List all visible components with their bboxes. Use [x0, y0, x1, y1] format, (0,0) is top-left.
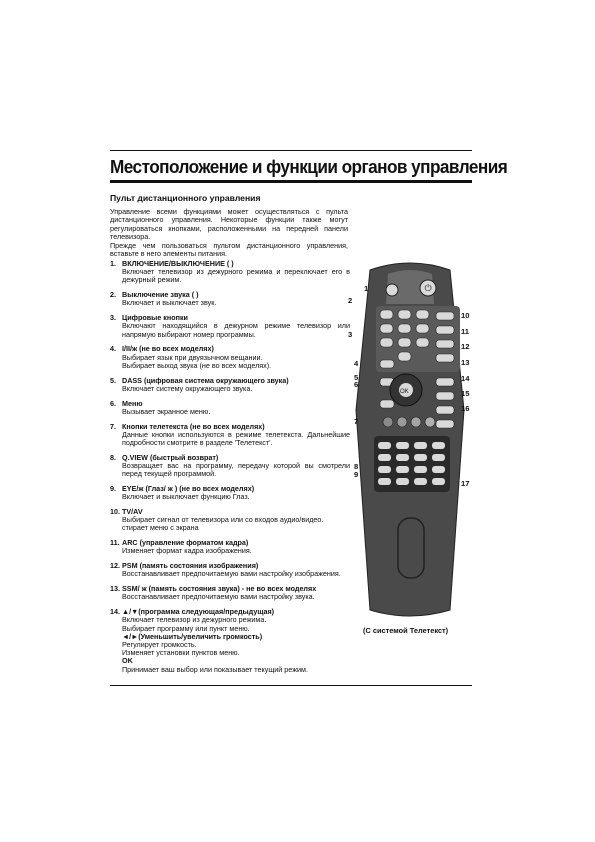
- item-line: Восстанавливает предпочитаемую вами настройку звука.: [122, 592, 315, 602]
- teletext-button: [378, 466, 391, 473]
- function-item: [110, 539, 350, 555]
- item-number: 11.: [110, 538, 120, 548]
- item-body: [110, 462, 350, 478]
- function-button: [380, 360, 394, 368]
- item-body: [110, 385, 350, 393]
- item-heading: TV/AV: [122, 507, 143, 517]
- item-number: 13.: [110, 584, 120, 594]
- intro-paragraph: Управление всеми функциями может осуществляться с пульта дистанционного управления. Некоторые функции также могут регулироваться кнопками, расположенными на передней панели телевизора.: [110, 207, 348, 242]
- number-button: [416, 338, 429, 347]
- item-line: Включает и выключает звук.: [122, 298, 217, 308]
- number-button: [380, 338, 393, 347]
- item-line: Выбирает выход звука (не во всех моделях).: [122, 360, 272, 370]
- item-line: Выбирает сигнал от телевизора или со входов аудио/видео.: [122, 515, 324, 525]
- function-item: [110, 608, 350, 674]
- callout-number: 8: [354, 462, 359, 471]
- item-heading: SSM/ ж (память состояния звука) - не во всех моделях: [122, 584, 317, 594]
- callout-number: 16: [461, 404, 470, 413]
- item-heading: Меню: [122, 398, 143, 408]
- function-item: [110, 485, 350, 501]
- teletext-button: [414, 466, 427, 473]
- callout-number: 12: [461, 342, 470, 351]
- item-line: стирает меню с экрана: [122, 523, 199, 533]
- callout-number: 2: [348, 296, 353, 305]
- item-body: [110, 493, 350, 501]
- title-top-rule: [110, 150, 472, 151]
- item-body: [110, 408, 350, 416]
- item-heading: Q.VIEW (быстрый возврат): [122, 452, 219, 462]
- ok-button-label: OK: [400, 389, 409, 395]
- remote-control-illustration: [340, 260, 480, 620]
- item-line: Включает телевизор из дежурного режима и переключает его в дежурный режим.: [122, 267, 350, 285]
- item-line: Включают находящийся в дежурном режиме телевизор или напрямую выбирают номер программы.: [122, 321, 350, 339]
- item-heading: PSM (память состояния изображения): [122, 561, 259, 571]
- function-item: [110, 562, 350, 578]
- item-heading: Выключение звука ( ): [122, 290, 199, 300]
- section-subtitle: Пульт дистанционного управления: [110, 193, 261, 203]
- function-button: [436, 378, 454, 386]
- number-button: [398, 324, 411, 333]
- teletext-button: [432, 478, 445, 485]
- item-number: 4.: [110, 344, 116, 354]
- item-line: Восстанавливает предпочитаемую вами настройку изображения.: [122, 569, 341, 579]
- callout-number: 5: [354, 373, 359, 382]
- item-body: [110, 616, 350, 673]
- number-button: [380, 310, 393, 319]
- item-body: [110, 570, 350, 578]
- item-subheading: OK: [122, 656, 133, 666]
- item-body: [110, 321, 353, 339]
- function-button: [436, 312, 454, 320]
- item-number: 6.: [110, 398, 116, 408]
- item-number: 7.: [110, 421, 116, 431]
- item-number: 9.: [110, 484, 116, 494]
- item-body: [110, 593, 350, 601]
- function-button: [436, 326, 454, 334]
- function-button: [436, 340, 454, 348]
- number-button: [416, 324, 429, 333]
- teletext-button: [378, 442, 391, 449]
- mute-button: [386, 284, 398, 296]
- number-button: [398, 352, 411, 361]
- function-button: [380, 400, 394, 408]
- color-button: [383, 417, 393, 427]
- teletext-button: [396, 454, 409, 461]
- function-item: [110, 508, 350, 533]
- item-line: Регулирует громкость.: [122, 640, 197, 650]
- item-line: Включает телевизор из дежурного режима.: [122, 615, 267, 625]
- item-heading: Цифровые кнопки: [122, 313, 188, 323]
- teletext-button: [414, 454, 427, 461]
- teletext-button: [414, 442, 427, 449]
- item-number: 5.: [110, 375, 116, 385]
- teletext-button: [432, 454, 445, 461]
- callout-number: 15: [461, 389, 470, 398]
- intro-text: [110, 208, 348, 258]
- teletext-button: [414, 478, 427, 485]
- figure-caption: (С системой Телетекст): [363, 626, 449, 635]
- item-line: Выбирает язык при двуязычном вещании.: [122, 352, 263, 362]
- number-button: [398, 310, 411, 319]
- teletext-button: [396, 478, 409, 485]
- item-body: [110, 547, 350, 555]
- item-line: Данные кнопки используются в режиме телетекста. Дальнейшие подробности смотрите в разделе 'Телетекст'.: [122, 429, 350, 448]
- color-button: [397, 417, 407, 427]
- page-title: Местоположение и функции органов управления: [110, 156, 508, 177]
- callout-number: 13: [461, 358, 470, 367]
- callout-number: 4: [354, 359, 359, 368]
- item-number: 1.: [110, 259, 116, 268]
- item-heading: Кнопки телетекста (не во всех моделях): [122, 421, 265, 431]
- function-item: [110, 400, 350, 416]
- item-line: Изменяет формат кадра изображения.: [122, 546, 252, 556]
- item-body: [110, 516, 350, 532]
- teletext-button: [432, 442, 445, 449]
- item-heading: ▲/▼(программа следующая/предыдущая): [122, 607, 275, 617]
- function-button: [436, 406, 454, 414]
- function-button: [436, 354, 454, 362]
- item-number: 12.: [110, 561, 120, 571]
- item-number: 14.: [110, 607, 120, 617]
- item-body: [110, 431, 350, 447]
- item-body: [110, 354, 350, 370]
- callout-number: 11: [461, 327, 470, 336]
- function-item: [110, 454, 350, 479]
- teletext-button: [432, 466, 445, 473]
- function-item: [110, 290, 353, 308]
- item-line: Вызывает экранное меню.: [122, 406, 211, 416]
- teletext-button: [378, 454, 391, 461]
- number-button: [380, 324, 393, 333]
- callout-number: 14: [461, 374, 470, 383]
- function-item: [110, 377, 350, 393]
- function-item: [110, 423, 350, 448]
- item-heading: EYE/ж (Глаз/ ж ) (не во всех моделях): [122, 484, 255, 494]
- intro-paragraph: Прежде чем пользоваться пультом дистанционного управления, вставьте в него элементы питания.: [110, 240, 348, 259]
- item-heading: DASS (цифровая система окружающего звука): [122, 375, 289, 385]
- item-heading: I/II/ж (не во всех моделях): [122, 344, 214, 354]
- function-button: [436, 420, 454, 428]
- item-line: Включает систему окружающего звука.: [122, 383, 253, 393]
- power-icon: ⏻: [424, 283, 432, 293]
- callout-number: 9: [354, 470, 359, 479]
- function-item: [110, 585, 350, 601]
- function-button: [436, 392, 454, 400]
- item-number: 10.: [110, 507, 120, 517]
- color-button: [425, 417, 435, 427]
- item-heading: ARC (управление форматом кадра): [122, 538, 249, 548]
- callout-number: 10: [461, 311, 470, 320]
- item-line: Включает и выключает функцию Глаз.: [122, 492, 250, 502]
- item-number: 8.: [110, 452, 116, 462]
- number-button: [416, 310, 429, 319]
- callout-number: 1: [364, 284, 369, 293]
- color-button: [411, 417, 421, 427]
- callout-number: 3: [348, 330, 353, 339]
- title-bottom-rule: [110, 180, 472, 183]
- teletext-button: [396, 442, 409, 449]
- item-line: Изменяет установки пунктов меню.: [122, 648, 240, 658]
- callout-number: 17: [461, 479, 470, 488]
- function-list: [110, 259, 353, 680]
- item-body: [110, 268, 350, 284]
- item-body: [110, 299, 350, 307]
- teletext-button: [396, 466, 409, 473]
- item-heading: ВКЛЮЧЕНИЕ/ВЫКЛЮЧЕНИЕ ( ): [122, 259, 234, 268]
- footer-rule: [110, 685, 472, 686]
- function-item: [110, 260, 350, 285]
- item-line: Принимает ваш выбор или показывает текущий режим.: [122, 664, 308, 674]
- item-number: 2.: [110, 290, 116, 300]
- number-button: [398, 338, 411, 347]
- item-line: Возвращает вас на программу, передачу которой вы смотрели перед текущей программой.: [122, 461, 350, 479]
- callout-number: 6: [354, 380, 359, 389]
- function-item: [110, 345, 350, 370]
- item-subheading: ◄/►(Уменьшить/увеличить громкость): [122, 631, 263, 641]
- callout-number: 7: [354, 417, 359, 426]
- function-item: [110, 313, 353, 339]
- teletext-button: [378, 478, 391, 485]
- item-line: Выбирает программу или пункт меню.: [122, 623, 250, 633]
- item-number: 3.: [110, 313, 116, 323]
